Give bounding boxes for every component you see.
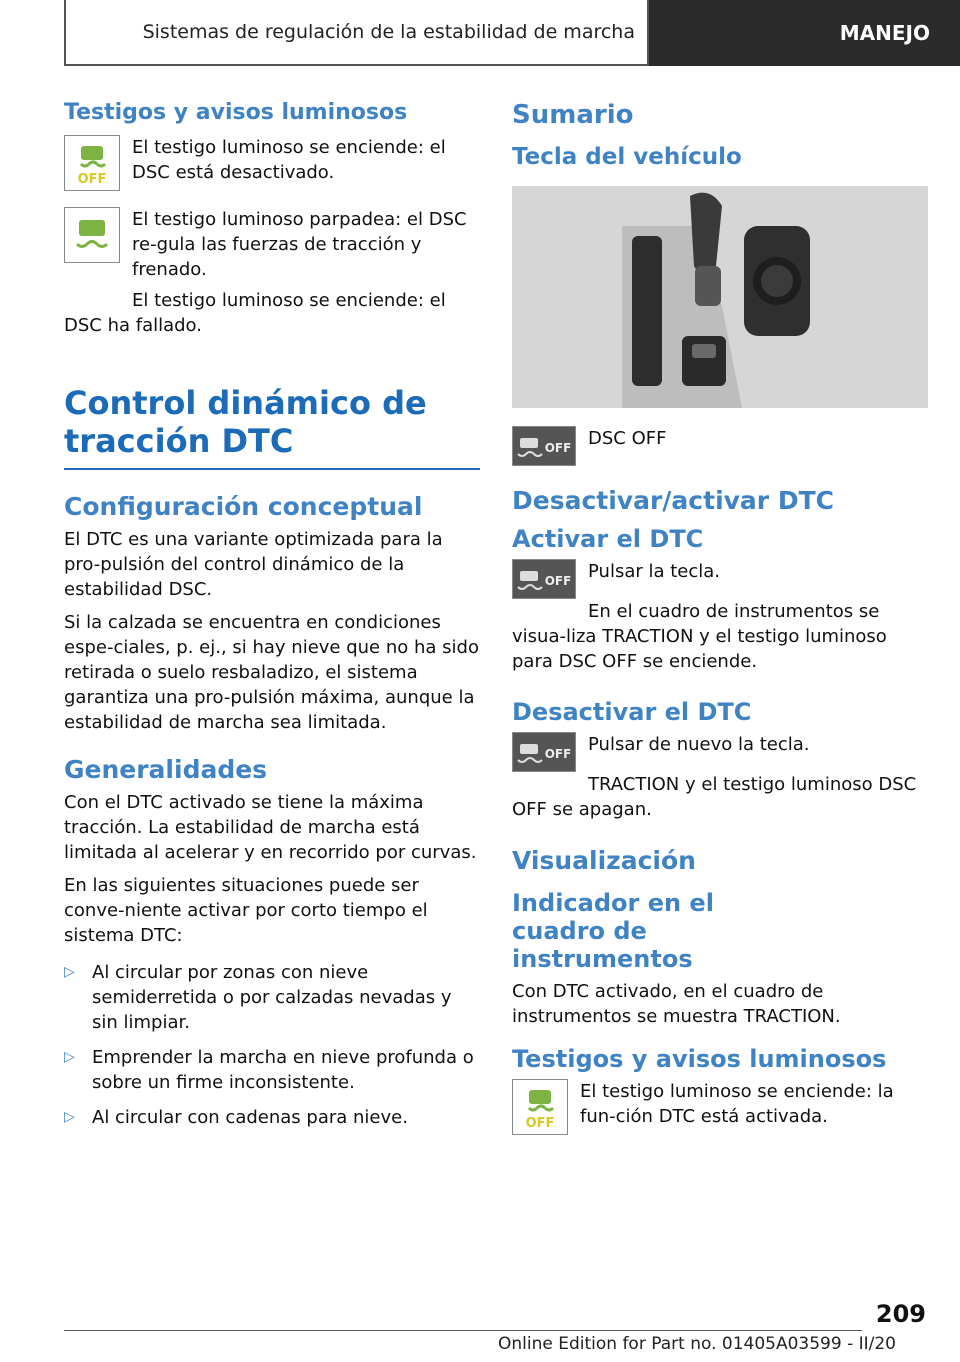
dsc-off-button-icon xyxy=(512,559,576,599)
off-text: OFF xyxy=(544,441,572,455)
section-title: Sistemas de regulación de la estabilidad de marcha xyxy=(64,0,649,66)
dsc-off-button-icon xyxy=(512,732,576,772)
left-column xyxy=(64,100,480,1140)
list-item: ▷ Al circular por zonas con nieve semiderretida o por calzadas nevadas y sin limpiar. xyxy=(64,960,480,1035)
dsc-regulating-icon xyxy=(64,207,120,263)
warning-dsc-off xyxy=(64,135,480,193)
heading-sumario: Sumario xyxy=(512,100,634,130)
testigo-p: El testigo luminoso se enciende: la fun-ción DTC está activada. xyxy=(580,1081,894,1127)
activar-row xyxy=(512,559,928,599)
dsc-off-label: DSC OFF xyxy=(588,428,667,449)
general-p1: Con el DTC activado se tiene la máxima tracción. La estabilidad de marcha está limitada al acelerar y en recorrido por curvas. xyxy=(64,792,477,863)
warn-text-3: El testigo luminoso se enciende: el DSC ha fallado. xyxy=(64,290,446,336)
list-item: ▷ Emprender la marcha en nieve profunda o sobre un firme inconsistente. xyxy=(64,1045,480,1095)
activar-p1: Pulsar la tecla. xyxy=(588,561,721,582)
heading-tecla: Tecla del vehículo xyxy=(512,144,742,170)
dsc-off-key-row xyxy=(512,426,928,466)
heading-desactivar: Desactivar el DTC xyxy=(512,698,752,726)
heading-general: Generalidades xyxy=(64,755,268,784)
dsc-off-warning-icon xyxy=(64,135,120,191)
off-text: OFF xyxy=(77,172,107,187)
heading-testigos-dtc: Testigos y avisos luminosos xyxy=(512,1045,887,1073)
dsc-off-button-icon xyxy=(512,426,576,466)
desactivar-p1: Pulsar de nuevo la tecla. xyxy=(588,734,810,755)
heading-visualizacion: Visualización xyxy=(512,846,696,875)
desactivar-row xyxy=(512,732,928,772)
heading-concept: Configuración conceptual xyxy=(64,492,423,521)
vehicle-console-photo xyxy=(512,186,928,408)
desactivar-p2: TRACTION y el testigo luminoso DSC OFF se apagan. xyxy=(512,774,917,820)
warning-dsc-regulating xyxy=(64,207,480,290)
situations-list xyxy=(64,960,480,1130)
warn-text-2: El testigo luminoso parpadea: el DSC re-gula las fuerzas de tracción y frenado. xyxy=(132,209,467,280)
indicador-p: Con DTC activado, en el cuadro de instrumentos se muestra TRACTION. xyxy=(512,981,841,1027)
page-header xyxy=(64,0,960,66)
off-text: OFF xyxy=(544,747,572,761)
heading-desactivar-activar: Desactivar/activar DTC xyxy=(512,486,834,515)
footer-rule xyxy=(64,1330,862,1331)
heading-indicador: Indicador en el cuadro de instrumentos xyxy=(512,889,714,973)
heading-activar: Activar el DTC xyxy=(512,525,704,553)
dtc-title: Control dinámico de tracción DTC xyxy=(64,384,480,470)
chapter-tab: MANEJO xyxy=(649,0,960,66)
concept-p1: El DTC es una variante optimizada para la pro-pulsión del control dinámico de la estabilidad DSC. xyxy=(64,529,443,600)
activar-p2: En el cuadro de instrumentos se visua-liza TRACTION y el testigo luminoso para DSC OFF se enciende. xyxy=(512,601,887,672)
heading-testigos: Testigos y avisos luminosos xyxy=(64,100,408,125)
dtc-active-warning xyxy=(512,1079,928,1137)
edition-text: Online Edition for Part no. 01405A03599 - II/20 xyxy=(497,1334,896,1354)
page-number: 209 xyxy=(875,1300,926,1328)
off-text: OFF xyxy=(525,1116,555,1131)
list-item: ▷ Al circular con cadenas para nieve. xyxy=(64,1105,480,1130)
off-text: OFF xyxy=(544,574,572,588)
warn-text-1: El testigo luminoso se enciende: el DSC está desactivado. xyxy=(132,137,446,183)
dtc-active-warning-icon xyxy=(512,1079,568,1135)
right-column xyxy=(512,100,928,1137)
concept-p2: Si la calzada se encuentra en condiciones espe-ciales, p. ej., si hay nieve que no ha sido retirada o suelo resbaladizo, el sistema garantiza una pro-pulsión máxima, aunque la estabilidad de marcha sea limitada. xyxy=(64,612,479,733)
general-p2: En las siguientes situaciones puede ser conve-niente activar por corto tiempo el sistema DTC: xyxy=(64,875,428,946)
